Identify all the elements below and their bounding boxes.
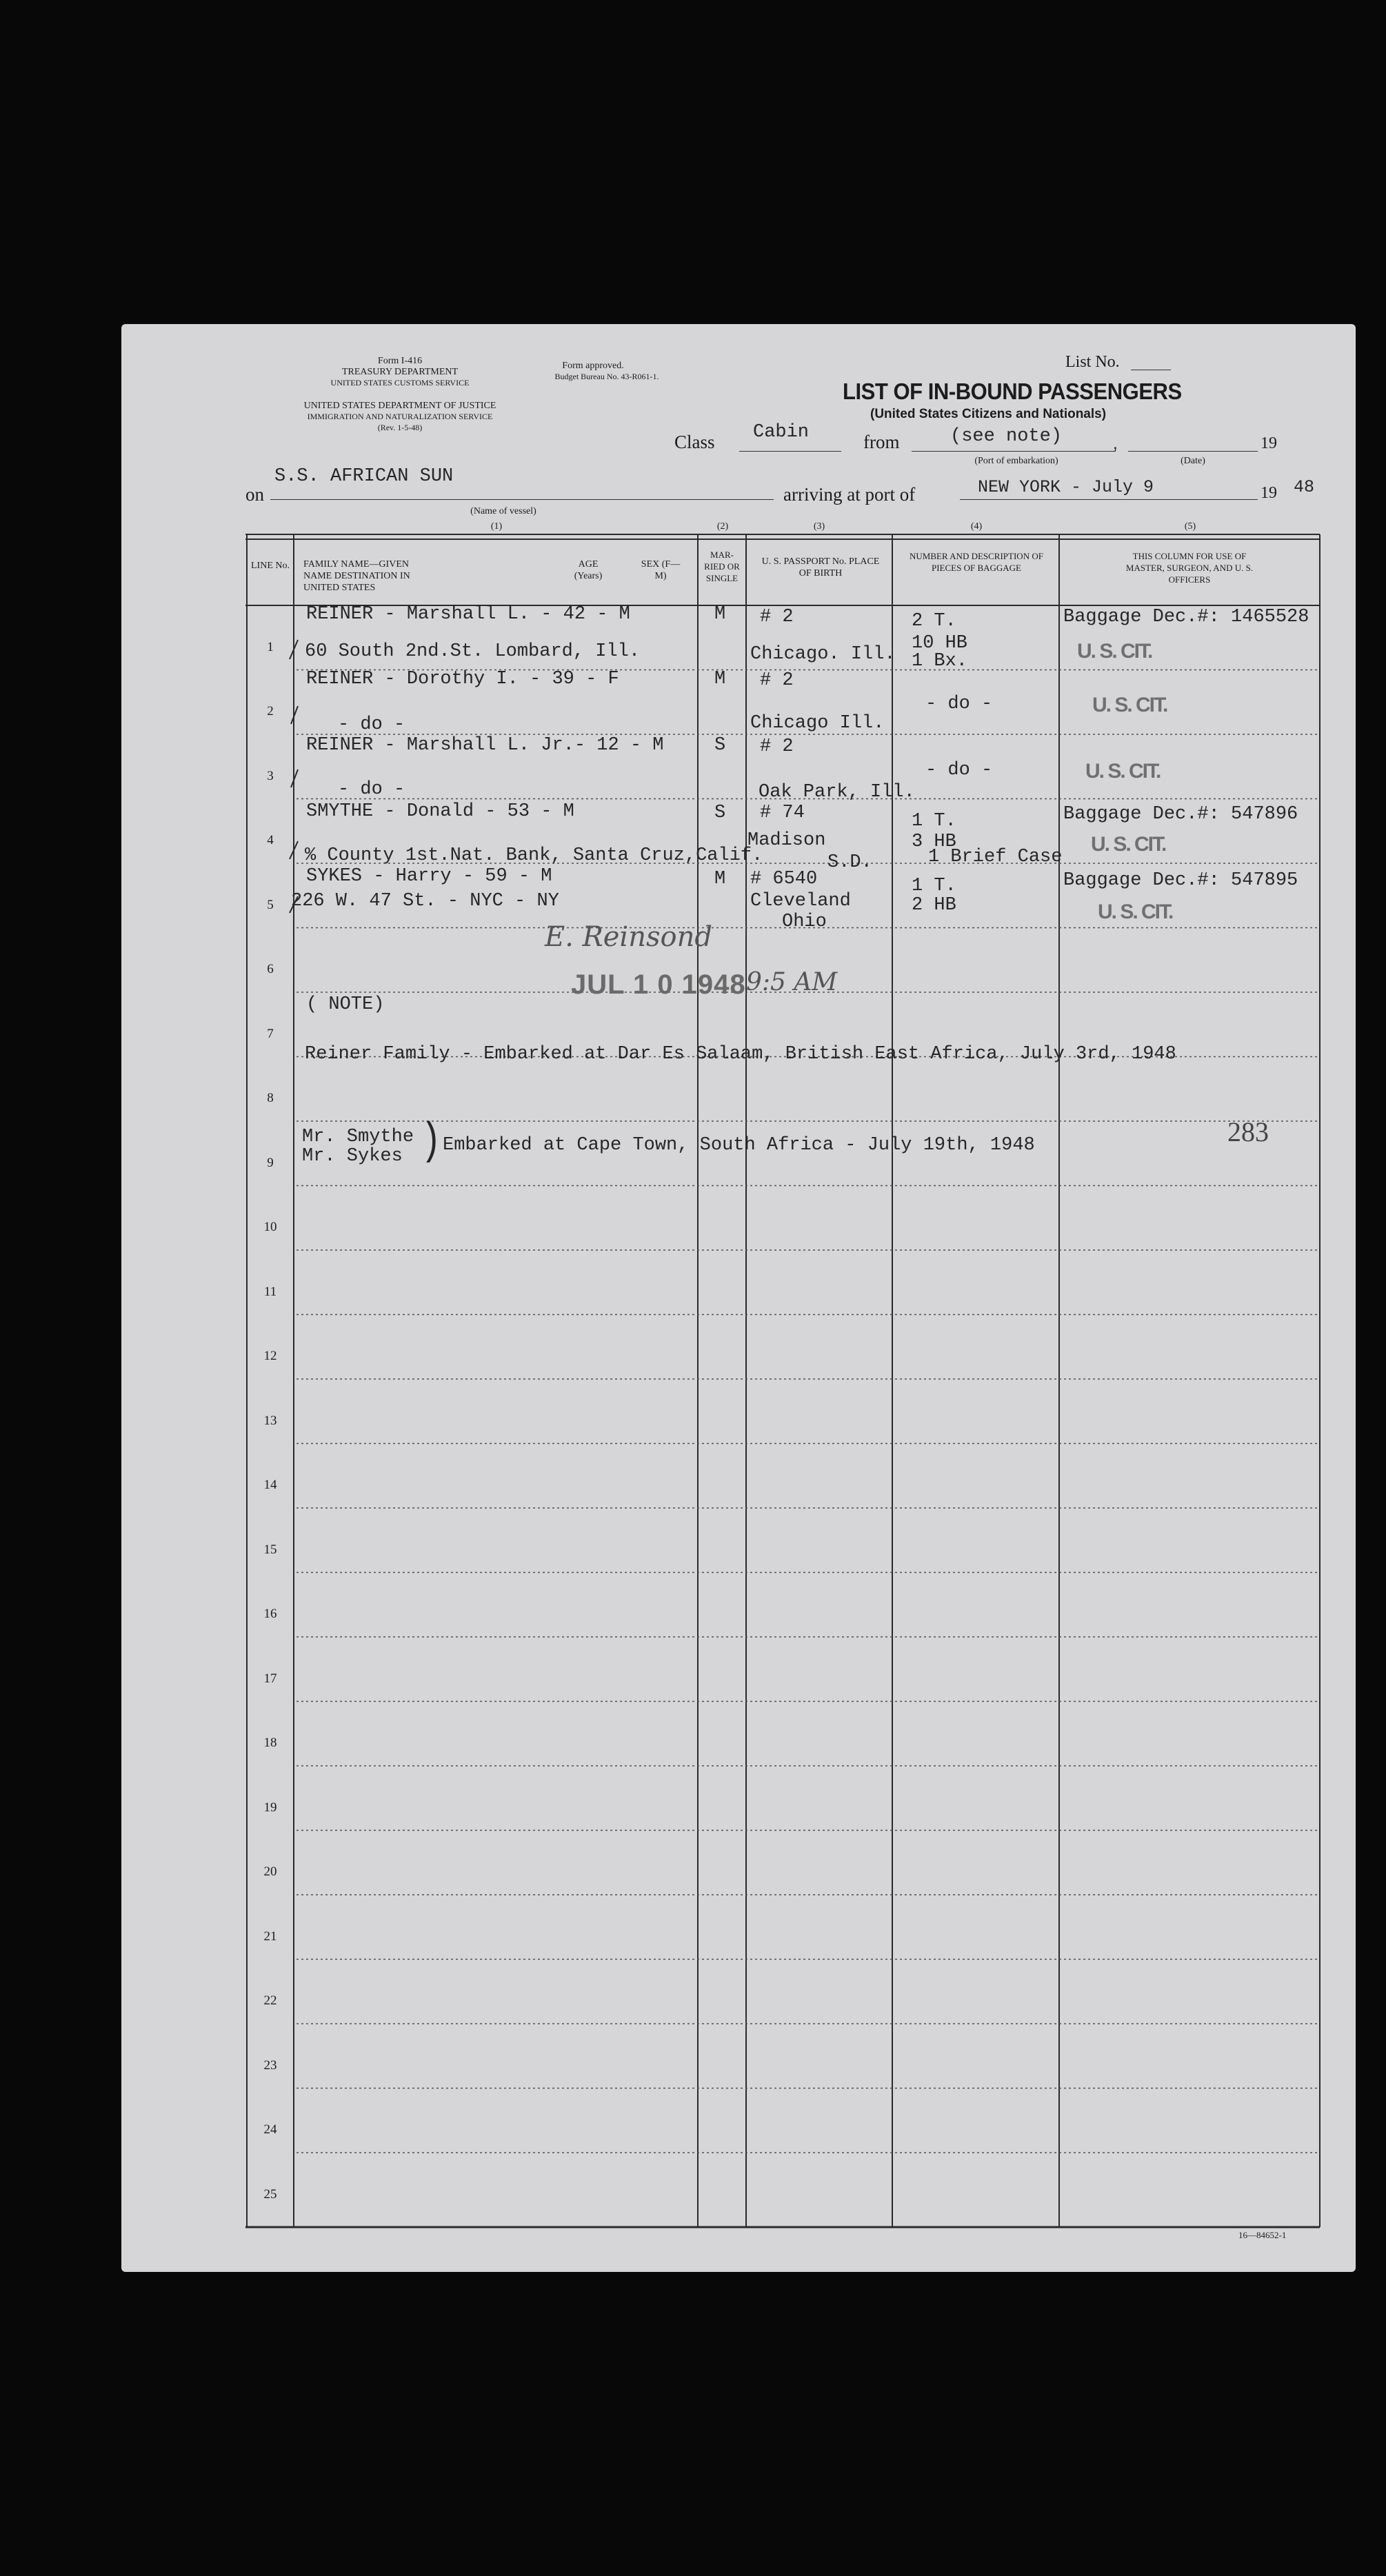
line-number: 12 [263, 1349, 277, 1363]
customs-service: UNITED STATES CUSTOMS SERVICE [330, 378, 470, 388]
class-value: Cabin [753, 422, 810, 443]
form-approved: Form approved. [562, 361, 624, 371]
revision-date: (Rev. 1-5-48) [377, 423, 423, 432]
baggage-description: 3 HB [912, 832, 956, 852]
arrival-port-date: NEW YORK - July 9 [978, 477, 1154, 497]
baggage-count: 2 T. [912, 611, 956, 632]
date-caption: (Date) [1181, 456, 1205, 466]
inspection-date-stamp: JUL 1 0 1948 [571, 969, 746, 1000]
place-of-birth: Chicago Ill. [750, 713, 885, 734]
note-capetown-embarkation: Embarked at Cape Town, South Africa - July 19th, 1948 [443, 1135, 1035, 1156]
arrival-field-line [960, 499, 1258, 500]
header-age: AGE (Years) [574, 559, 603, 581]
year-prefix: 19 [1261, 484, 1277, 502]
line-number: 4 [267, 833, 274, 847]
citizenship-stamp: U. S. CIT. [1085, 760, 1161, 783]
marital-status: M [714, 869, 726, 889]
baggage-count: 1 T. [912, 811, 956, 832]
passport-number: # 2 [760, 607, 794, 627]
line-number: 10 [263, 1220, 277, 1234]
passenger-name: SMYTHE - Donald - 53 - M [306, 801, 574, 822]
baggage-description: - do - [925, 760, 993, 781]
line-number: 6 [267, 962, 274, 976]
comma: , [1113, 434, 1118, 453]
line-number: 11 [263, 1284, 277, 1299]
header-passport: U. S. PASSPORT No. PLACE OF BIRTH [761, 556, 880, 578]
baggage-description: 1 Brief Case [928, 847, 1063, 867]
place-of-birth-state: S.D. [827, 852, 872, 873]
vessel-caption: (Name of vessel) [470, 506, 536, 516]
place-of-birth-state: Ohio [782, 912, 827, 932]
col-number-5: (5) [1184, 521, 1196, 532]
form-title: LIST OF IN-BOUND PASSENGERS [843, 379, 1182, 404]
place-of-birth: Chicago. Ill. [750, 644, 896, 665]
line-number: 19 [263, 1800, 277, 1815]
citizenship-stamp: U. S. CIT. [1098, 900, 1173, 923]
baggage-count: 1 T. [912, 876, 956, 896]
printer-code: 16—84652-1 [1238, 2230, 1287, 2240]
line-number: 2 [267, 704, 274, 718]
line-number: 21 [263, 1929, 277, 1944]
note-brace: ) [421, 1116, 442, 1168]
passenger-address: % County 1st.Nat. Bank, Santa Cruz,Calif. [305, 845, 763, 866]
col-number-4: (4) [970, 521, 983, 532]
passport-number: # 2 [760, 670, 794, 691]
embarkation-port: (see note) [950, 426, 1063, 447]
line-number: 9 [267, 1155, 274, 1170]
baggage-declaration: Baggage Dec.#: 1465528 [1063, 607, 1309, 627]
line-number: 24 [263, 2122, 277, 2137]
col-number-2: (2) [716, 521, 729, 532]
marital-status: S [714, 803, 726, 823]
line-number: 16 [263, 1607, 277, 1621]
arrival-year: 48 [1294, 477, 1315, 497]
line-number: 18 [263, 1735, 277, 1750]
list-no-label: List No. [1065, 353, 1120, 371]
marital-status: S [714, 735, 726, 756]
passenger-address: 60 South 2nd.St. Lombard, Ill. [305, 641, 641, 662]
line-number: 13 [263, 1413, 277, 1428]
line-number: 3 [267, 768, 274, 783]
baggage-description: 1 Bx. [912, 651, 968, 672]
passenger-address: - do - [338, 714, 405, 735]
check-marks [283, 634, 303, 924]
department-of-justice: UNITED STATES DEPARTMENT OF JUSTICE [303, 401, 496, 411]
place-of-birth: Madison [747, 830, 826, 851]
note-smythe: Mr. Smythe [302, 1127, 414, 1147]
marital-status: M [714, 604, 726, 625]
passenger-name: SYKES - Harry - 59 - M [306, 866, 552, 887]
header-officers: THIS COLUMN FOR USE OF MASTER, SURGEON, AND U. S. OFFICERS [1125, 551, 1254, 585]
header-line-no: LINE No. [251, 561, 290, 571]
form-subtitle: (United States Citizens and Nationals) [870, 407, 1107, 421]
col-number-1: (1) [490, 521, 503, 532]
line-number: 17 [263, 1671, 277, 1686]
ins-label: IMMIGRATION AND NATURALIZATION SERVICE [307, 412, 493, 421]
vessel-name: S.S. AFRICAN SUN [274, 466, 454, 487]
baggage-description: 2 HB [912, 895, 956, 916]
on-label: on [245, 484, 264, 505]
header-baggage: NUMBER AND DESCRIPTION OF PIECES OF BAGGAGE [910, 551, 1043, 573]
citizenship-stamp: U. S. CIT. [1077, 640, 1152, 663]
header-sex: SEX (F—M) [641, 559, 681, 581]
passenger-name: REINER - Marshall L. Jr.- 12 - M [306, 735, 664, 756]
line-number: 20 [263, 1864, 277, 1879]
note-heading: ( NOTE) [306, 994, 385, 1015]
embarkation-caption: (Port of embarkation) [974, 456, 1058, 466]
baggage-declaration: Baggage Dec.#: 547895 [1063, 870, 1298, 891]
line-number: 5 [267, 897, 274, 912]
year-prefix-top: 19 [1261, 434, 1277, 452]
marital-status: M [714, 669, 726, 690]
line-number: 15 [263, 1542, 277, 1557]
date-field-line [1128, 451, 1258, 452]
header-married: MAR- RIED OR SINGLE [704, 550, 740, 583]
passenger-name: REINER - Dorothy I. - 39 - F [306, 669, 619, 690]
baggage-description: - do - [925, 694, 993, 714]
passport-number: # 74 [760, 803, 805, 823]
note-sykes: Mr. Sykes [302, 1146, 403, 1167]
class-label: Class [674, 432, 715, 452]
place-of-birth: Oak Park, Ill. [759, 782, 915, 803]
treasury-department: TREASURY DEPARTMENT [341, 367, 459, 377]
citizenship-stamp: U. S. CIT. [1091, 833, 1166, 856]
form-number: Form I-416 [377, 356, 423, 366]
line-number: 22 [263, 1993, 277, 2008]
header-name: FAMILY NAME—GIVEN NAME DESTINATION IN UNITED STATES [303, 559, 410, 593]
passenger-name: REINER - Marshall L. - 42 - M [306, 604, 630, 625]
inspector-signature: E. Reinsond [545, 921, 712, 953]
line-number: 8 [267, 1091, 274, 1105]
arriving-label: arriving at port of [783, 484, 916, 505]
line-number: 25 [263, 2186, 277, 2202]
passport-number: # 6540 [750, 869, 818, 889]
col-number-3: (3) [813, 521, 825, 532]
place-of-birth: Cleveland [750, 891, 851, 912]
from-label: from [863, 432, 900, 452]
citizenship-stamp: U. S. CIT. [1092, 694, 1167, 716]
from-field-line [912, 451, 1116, 452]
passenger-address: 226 W. 47 St. - NYC - NY [291, 891, 559, 912]
line-number: 7 [267, 1026, 274, 1041]
line-number: 1 [267, 639, 274, 654]
baggage-description: 10 HB [912, 633, 968, 654]
vessel-field-line [270, 499, 774, 500]
line-number: 23 [263, 2057, 277, 2073]
passenger-address: - do - [338, 779, 405, 800]
line-number: 14 [263, 1478, 277, 1492]
class-field-line [739, 451, 841, 452]
note-reiner-embarkation: Reiner Family - Embarked at Dar Es Salaam, British East Africa, July 3rd, 1948 [305, 1044, 1176, 1065]
inspection-time: 9:5 AM [746, 968, 838, 996]
page-mark: 283 [1227, 1116, 1269, 1147]
passport-number: # 2 [760, 736, 794, 757]
budget-bureau: Budget Bureau No. 43-R061-1. [554, 372, 659, 381]
baggage-declaration: Baggage Dec.#: 547896 [1063, 804, 1298, 825]
